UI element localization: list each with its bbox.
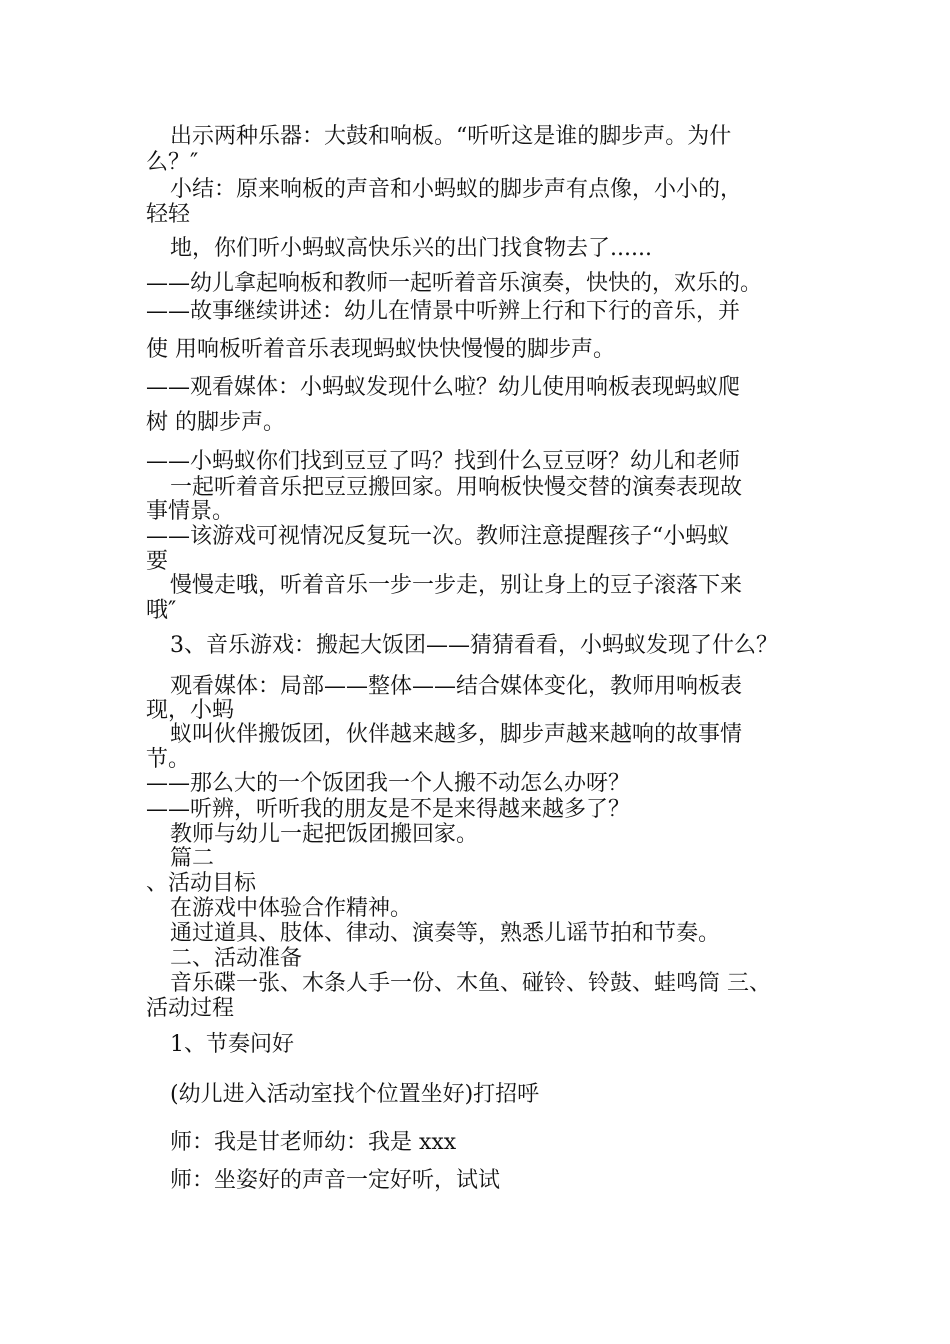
text-line: 观看媒体：局部——整体——结合媒体变化，教师用响板表 (170, 674, 743, 699)
text-line: 出示两种乐器：大鼓和响板。“听听这是谁的脚步声。为什 (170, 124, 732, 149)
text-line: ——该游戏可视情况反复玩一次。教师注意提醒孩子“小蚂蚁 (146, 524, 730, 549)
text-line: 地，你们听小蚂蚁高快乐兴的出门找食物去了...... (170, 236, 652, 261)
text-line: ——小蚂蚁你们找到豆豆了吗？找到什么豆豆呀？幼儿和老师 (146, 449, 741, 474)
text-line: 节。 (146, 747, 191, 772)
text-line: 小结：原来响板的声音和小蚂蚁的脚步声有点像，小小的， (170, 177, 743, 202)
text-line: (幼儿进入活动室找个位置坐好)打招呼 (170, 1082, 540, 1107)
text-line: 要 (146, 549, 169, 574)
text-line: ——故事继续讲述：幼儿在情景中听辨上行和下行的音乐，并 (146, 299, 741, 324)
text-line: 树 的脚步声。 (146, 410, 285, 435)
text-line: ——观看媒体：小蚂蚁发现什么啦？幼儿使用响板表现蚂蚁爬 (146, 375, 741, 400)
text-line: 哦″ (146, 598, 177, 623)
text-line: 活动过程 (146, 996, 235, 1021)
text-line: 师：坐姿好的声音一定好听，试试 (170, 1168, 501, 1193)
text-line: 蚁叫伙伴搬饭团，伙伴越来越多，脚步声越来越响的故事情 (170, 722, 743, 747)
text-line: 二、活动准备 (170, 946, 303, 971)
text-line: 一起听着音乐把豆豆搬回家。用响板快慢交替的演奏表现故 (170, 475, 743, 500)
text-line: 事情景。 (146, 499, 235, 524)
text-line: 轻轻 (146, 202, 191, 227)
text-line: 教师与幼儿一起把饭团搬回家。 (170, 822, 479, 847)
text-line: 慢慢走哦，听着音乐一步一步走，别让身上的豆子滚落下来 (170, 573, 743, 598)
text-line: ——幼儿拿起响板和教师一起听着音乐演奏，快快的，欢乐的。 (146, 271, 763, 296)
text-line: 在游戏中体验合作精神。 (170, 896, 413, 921)
text-line: 使 用响板听着音乐表现蚂蚁快快慢慢的脚步声。 (146, 337, 615, 362)
text-line: 现，小蚂 (146, 698, 235, 723)
text-line: 音乐碟一张、木条人手一份、木鱼、碰铃、铃鼓、蛙鸣筒 三、 (170, 971, 771, 996)
text-line: 1、节奏问好 (170, 1032, 294, 1057)
text-line: 师：我是甘老师幼：我是 xxx (170, 1130, 457, 1155)
text-line: 、活动目标 (146, 871, 257, 896)
text-line: 通过道具、肢体、律动、演奏等，熟悉儿谣节拍和节奏。 (170, 921, 721, 946)
text-line: ——那么大的一个饭团我一个人搬不动怎么办呀？ (146, 771, 631, 796)
text-line: 么？″ (146, 150, 199, 175)
text-line: ——听辨，听听我的朋友是不是来得越来越多了？ (146, 797, 631, 822)
text-line: 篇二 (170, 846, 215, 871)
text-line: 3、音乐游戏：搬起大饭团——猜猜看看，小蚂蚁发现了什么？ (170, 633, 778, 658)
